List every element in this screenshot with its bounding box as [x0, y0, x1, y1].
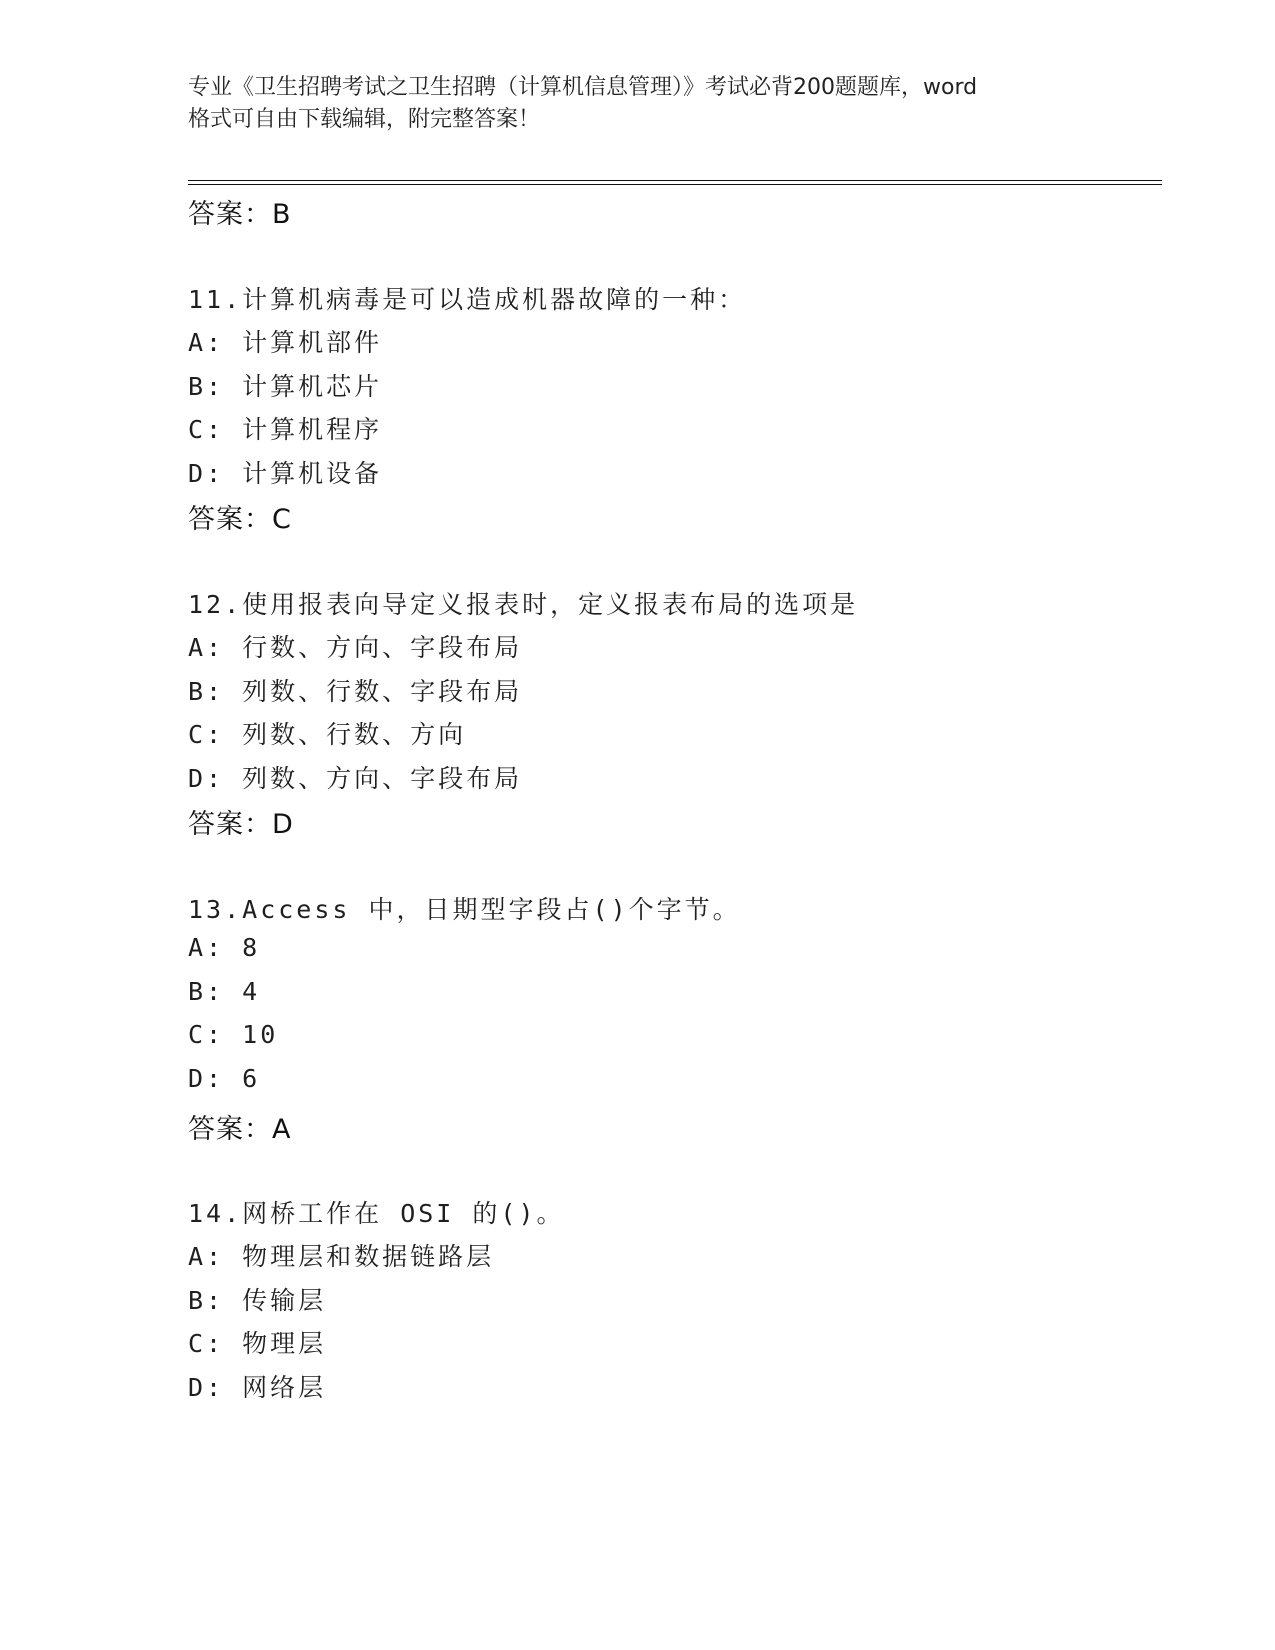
- header-line-2: 格式可自由下载编辑，附完整答案！: [188, 107, 541, 132]
- option-b: B: 列数、行数、字段布局: [188, 677, 523, 706]
- option-a: A: 行数、方向、字段布局: [188, 633, 523, 662]
- header-divider-top: [188, 180, 1162, 181]
- answer: 答案：C: [188, 504, 292, 535]
- option-c: C: 列数、行数、方向: [188, 720, 467, 749]
- answer: 答案：D: [188, 809, 294, 840]
- option-d: D: 列数、方向、字段布局: [188, 764, 523, 793]
- option-a: A: 8: [188, 933, 261, 962]
- option-b: B: 计算机芯片: [188, 372, 383, 401]
- answer-previous: 答案：B: [188, 199, 292, 230]
- header-divider-bottom: [188, 184, 1162, 185]
- option-d: D: 6: [188, 1064, 261, 1093]
- option-a: A: 物理层和数据链路层: [188, 1242, 495, 1271]
- option-b: B: 传输层: [188, 1286, 327, 1315]
- document-header: [188, 72, 1088, 136]
- option-b: B: 4: [188, 977, 261, 1006]
- option-a: A: 计算机部件: [188, 328, 383, 357]
- question-stem: 11.计算机病毒是可以造成机器故障的一种：: [188, 285, 747, 314]
- question-stem: 13.Access 中，日期型字段占()个字节。: [188, 895, 741, 924]
- option-c: C: 物理层: [188, 1329, 327, 1358]
- question-stem: 14.网桥工作在 OSI 的()。: [188, 1199, 565, 1228]
- option-c: C: 计算机程序: [188, 415, 383, 444]
- answer: 答案：A: [188, 1114, 292, 1145]
- option-d: D: 网络层: [188, 1373, 327, 1402]
- question-stem: 12.使用报表向导定义报表时，定义报表布局的选项是: [188, 590, 859, 619]
- header-line-1: 专业《卫生招聘考试之卫生招聘（计算机信息管理）》考试必背200题题库，word: [188, 75, 978, 100]
- option-d: D: 计算机设备: [188, 459, 383, 488]
- option-c: C: 10: [188, 1020, 279, 1049]
